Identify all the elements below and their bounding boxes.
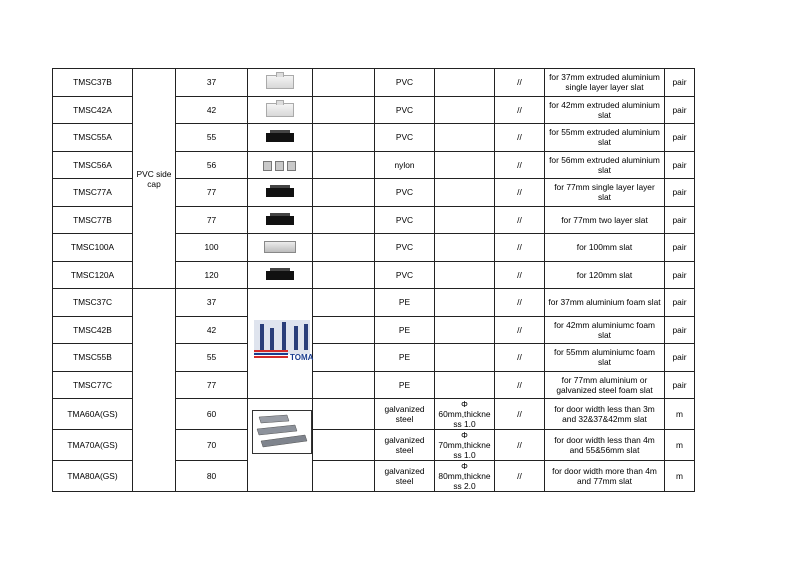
product-code: TMA70A(GS) [53,430,133,461]
material-value: PVC [375,234,435,262]
separator: // [495,69,545,97]
group-blank-cell [133,289,176,317]
logo-stripe-blue [254,353,288,355]
blank-cell [313,96,375,124]
unit-value: pair [665,316,695,344]
product-code: TMSC42A [53,96,133,124]
unit-value: pair [665,179,695,207]
table-row [53,289,695,317]
diameter-symbol: Φ [461,399,468,409]
description: for door width more than 4m and 77mm slat [545,461,665,492]
material-value: PE [375,344,435,372]
steel-bars-image [252,410,312,454]
table-row [53,344,695,372]
description: for 55mm aluminiumc foam slat [545,344,665,372]
blank-cell [313,151,375,179]
description: for 37mm extruded aluminium single layer layer slat [545,69,665,97]
size-value: 70 [176,430,248,461]
blank-cell [313,261,375,289]
size-value: 77 [176,206,248,234]
product-photo [248,124,313,152]
size-value: 42 [176,96,248,124]
spec-value [435,124,495,152]
group-blank-cell [133,461,176,492]
product-code: TMSC120A [53,261,133,289]
table-row [53,371,695,399]
separator: // [495,151,545,179]
material-value: galvanized steel [375,430,435,461]
logo-stripe-red [254,356,288,358]
material-value: galvanized steel [375,461,435,492]
material-value: galvanized steel [375,399,435,430]
side-cap-white-image [266,103,294,117]
logo-stripe-red [254,350,288,352]
product-photo [248,234,313,262]
spec-cell [435,430,495,461]
size-value: 80 [176,461,248,492]
separator: // [495,371,545,399]
unit-value: pair [665,371,695,399]
size-value: 56 [176,151,248,179]
size-value: 42 [176,316,248,344]
side-cap-nylon-image [263,159,297,171]
spec-value [435,179,495,207]
group-blank-cell [133,399,176,430]
separator: // [495,96,545,124]
size-value: 100 [176,234,248,262]
blank-cell [313,430,375,461]
foam-slat-image [254,320,314,364]
blank-cell [313,206,375,234]
diameter-symbol: Φ [461,430,468,440]
description: for 120mm slat [545,261,665,289]
product-code: TMSC37C [53,289,133,317]
size-value: 55 [176,124,248,152]
side-cap-black-image [266,216,294,225]
blank-cell [313,371,375,399]
unit-value: pair [665,124,695,152]
unit-value: m [665,430,695,461]
material-value: PE [375,371,435,399]
product-photo [248,151,313,179]
product-photo [248,179,313,207]
separator: // [495,124,545,152]
product-code: TMSC55A [53,124,133,152]
product-photo [248,69,313,97]
side-cap-black-image [266,271,294,280]
blank-cell [313,344,375,372]
spec-value [435,69,495,97]
table-row [53,461,695,492]
spec-value: 80mm,thickne ss 2.0 [438,471,491,491]
blank-cell [313,234,375,262]
material-value: nylon [375,151,435,179]
description: for 77mm two layer slat [545,206,665,234]
group-blank-cell [133,430,176,461]
size-value: 120 [176,261,248,289]
material-value: PVC [375,206,435,234]
spec-value [435,289,495,317]
group-blank-cell [133,344,176,372]
spec-value [435,151,495,179]
unit-value: pair [665,96,695,124]
product-code: TMA60A(GS) [53,399,133,430]
separator: // [495,206,545,234]
group-blank-cell [133,316,176,344]
unit-value: pair [665,344,695,372]
steel-bar [259,415,289,423]
separator: // [495,316,545,344]
table-row [53,69,695,97]
side-cap-black-image [266,133,294,142]
side-cap-grey-image [264,241,296,253]
product-code: TMSC42B [53,316,133,344]
description: for 42mm extruded aluminium slat [545,96,665,124]
description: for 77mm single layer layer slat [545,179,665,207]
steel-bar [257,425,297,435]
group-label: PVC side cap [136,168,172,189]
product-code: TMSC77A [53,179,133,207]
spec-value [435,261,495,289]
table-row [53,316,695,344]
unit-value: pair [665,234,695,262]
size-value: 37 [176,69,248,97]
separator: // [495,461,545,492]
description: for 77mm aluminium or galvanized steel foam slat [545,371,665,399]
description: for door width less than 3m and 32&37&42mm slat [545,399,665,430]
description: for 55mm extruded aluminium slat [545,124,665,152]
spec-value [435,234,495,262]
blank-cell [313,316,375,344]
product-photo [248,261,313,289]
separator: // [495,399,545,430]
steel-bar [261,435,307,447]
product-code: TMSC37B [53,69,133,97]
group-label-cell [133,69,176,289]
blank-cell [313,399,375,430]
unit-value: m [665,461,695,492]
blank-cell [313,289,375,317]
material-value: PVC [375,69,435,97]
blank-cell [313,461,375,492]
spec-cell [435,461,495,492]
blank-cell [313,124,375,152]
spec-cell [435,399,495,430]
unit-value: pair [665,151,695,179]
product-code: TMSC100A [53,234,133,262]
product-photo [248,96,313,124]
product-code: TMSC56A [53,151,133,179]
spec-value: 70mm,thickne ss 1.0 [438,440,491,460]
size-value: 77 [176,371,248,399]
separator: // [495,261,545,289]
size-value: 37 [176,289,248,317]
spec-value [435,316,495,344]
spec-value [435,344,495,372]
size-value: 55 [176,344,248,372]
side-cap-white-image [266,75,294,89]
blank-cell [313,69,375,97]
separator: // [495,344,545,372]
product-code: TMSC55B [53,344,133,372]
product-photo [248,206,313,234]
group-blank-cell [133,371,176,399]
diameter-symbol: Φ [461,461,468,471]
separator: // [495,289,545,317]
spec-value [435,96,495,124]
separator: // [495,179,545,207]
product-code: TMSC77C [53,371,133,399]
description: for 42mm aluminiumc foam slat [545,316,665,344]
description: for 56mm extruded aluminium slat [545,151,665,179]
unit-value: pair [665,69,695,97]
table-row [53,399,695,430]
material-value: PVC [375,261,435,289]
description: for door width less than 4m and 55&56mm slat [545,430,665,461]
blank-cell [313,179,375,207]
product-code: TMA80A(GS) [53,461,133,492]
description: for 37mm aluminium foam slat [545,289,665,317]
side-cap-black-image [266,188,294,197]
material-value: PE [375,289,435,317]
material-value: PE [375,316,435,344]
logo-text: TOMA [290,353,314,362]
spec-value: 60mm,thickne ss 1.0 [438,409,491,429]
spec-value [435,206,495,234]
unit-value: pair [665,206,695,234]
material-value: PVC [375,96,435,124]
description: for 100mm slat [545,234,665,262]
separator: // [495,234,545,262]
material-value: PVC [375,124,435,152]
product-spec-table [52,68,695,492]
unit-value: m [665,399,695,430]
unit-value: pair [665,261,695,289]
material-value: PVC [375,179,435,207]
size-value: 77 [176,179,248,207]
product-code: TMSC77B [53,206,133,234]
separator: // [495,430,545,461]
size-value: 60 [176,399,248,430]
unit-value: pair [665,289,695,317]
table-row [53,430,695,461]
spec-value [435,371,495,399]
